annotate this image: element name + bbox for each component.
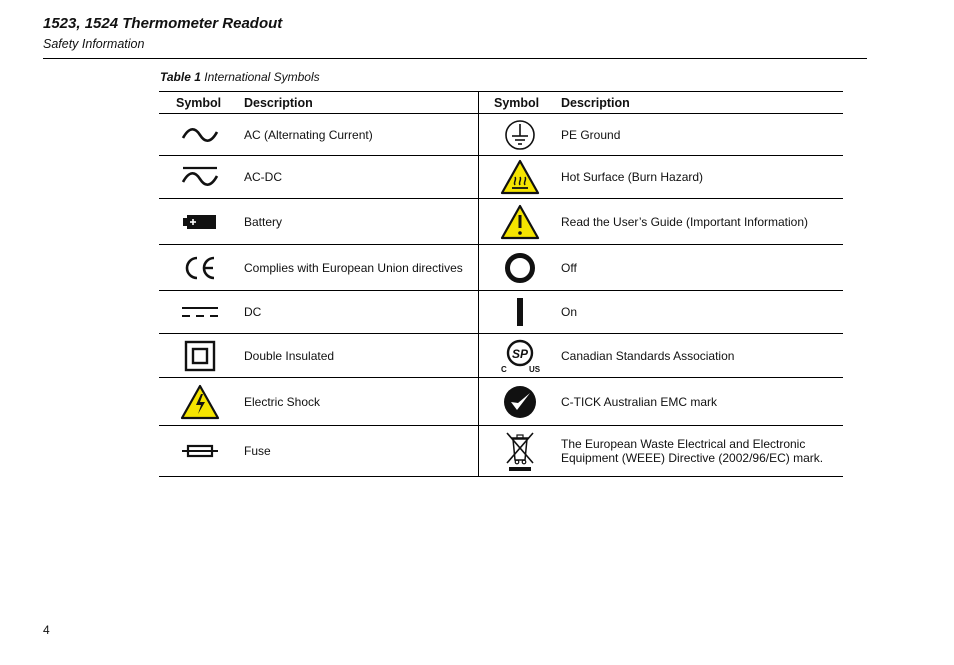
- off-icon: [503, 251, 537, 285]
- table-row: [159, 334, 843, 378]
- ac-dc-icon: [180, 165, 220, 189]
- symbol-description: Battery: [244, 214, 283, 229]
- symbol-description: AC-DC: [244, 170, 282, 184]
- hot-surface-icon: [500, 159, 540, 195]
- dc-icon: [180, 304, 220, 320]
- table-row: [159, 114, 843, 156]
- table-row: [159, 245, 843, 291]
- symbol-description: Complies with European Union directives: [244, 260, 463, 275]
- pe-ground-icon: [504, 119, 536, 151]
- table-row: [159, 156, 843, 199]
- csa-c-mark: C: [501, 364, 507, 374]
- table-caption: [160, 70, 320, 84]
- symbol-description: Read the User’s Guide (Important Information): [561, 214, 809, 229]
- battery-icon: [182, 213, 218, 231]
- electric-shock-icon: [180, 384, 220, 420]
- symbols-table: [159, 91, 843, 477]
- table-header-row: [159, 92, 843, 114]
- symbol-description: Canadian Standards Association: [561, 348, 735, 363]
- table-caption-text: International Symbols: [204, 70, 320, 84]
- ce-mark-icon: [182, 255, 218, 281]
- document-title: 1523, 1524 Thermometer Readout: [43, 15, 283, 32]
- column-header-symbol-2: Symbol: [479, 92, 562, 114]
- symbol-description: Fuse: [244, 444, 271, 458]
- column-header-symbol: Symbol: [159, 92, 241, 114]
- symbol-description: AC (Alternating Current): [244, 127, 373, 142]
- csa-center-mark: SP: [511, 346, 529, 361]
- table-row: [159, 199, 843, 245]
- symbol-description: C-TICK Australian EMC mark: [561, 394, 718, 409]
- symbol-description: PE Ground: [561, 127, 621, 142]
- symbol-description: Double Insulated: [244, 348, 335, 363]
- table-row: [159, 291, 843, 334]
- weee-icon: [504, 430, 536, 472]
- csa-us-mark: US: [529, 364, 541, 374]
- on-icon: [514, 297, 526, 327]
- double-insulated-icon: [184, 340, 216, 372]
- table-caption-label: Table 1: [160, 70, 201, 84]
- symbol-description: Off: [561, 260, 577, 275]
- symbol-description: On: [561, 305, 578, 319]
- fuse-icon: [181, 444, 219, 458]
- page-number: 4: [43, 623, 50, 637]
- c-tick-icon: [502, 384, 538, 420]
- warning-icon: [500, 204, 540, 240]
- symbol-description: DC: [244, 305, 262, 319]
- symbol-description: Hot Surface (Burn Hazard): [561, 170, 704, 184]
- symbol-description: Electric Shock: [244, 394, 321, 409]
- table-row: [159, 378, 843, 426]
- column-header-description: Description: [241, 92, 479, 114]
- symbol-description: The European Waste Electrical and Electronic Equipment (WEEE) Directive (2002/96/EC) mark.: [561, 437, 824, 465]
- csa-icon: [497, 338, 543, 374]
- header-divider: [43, 58, 867, 59]
- section-title: Safety Information: [43, 37, 145, 51]
- column-header-description-2: Description: [561, 92, 843, 114]
- table-row: [159, 426, 843, 477]
- ac-icon: [180, 125, 220, 145]
